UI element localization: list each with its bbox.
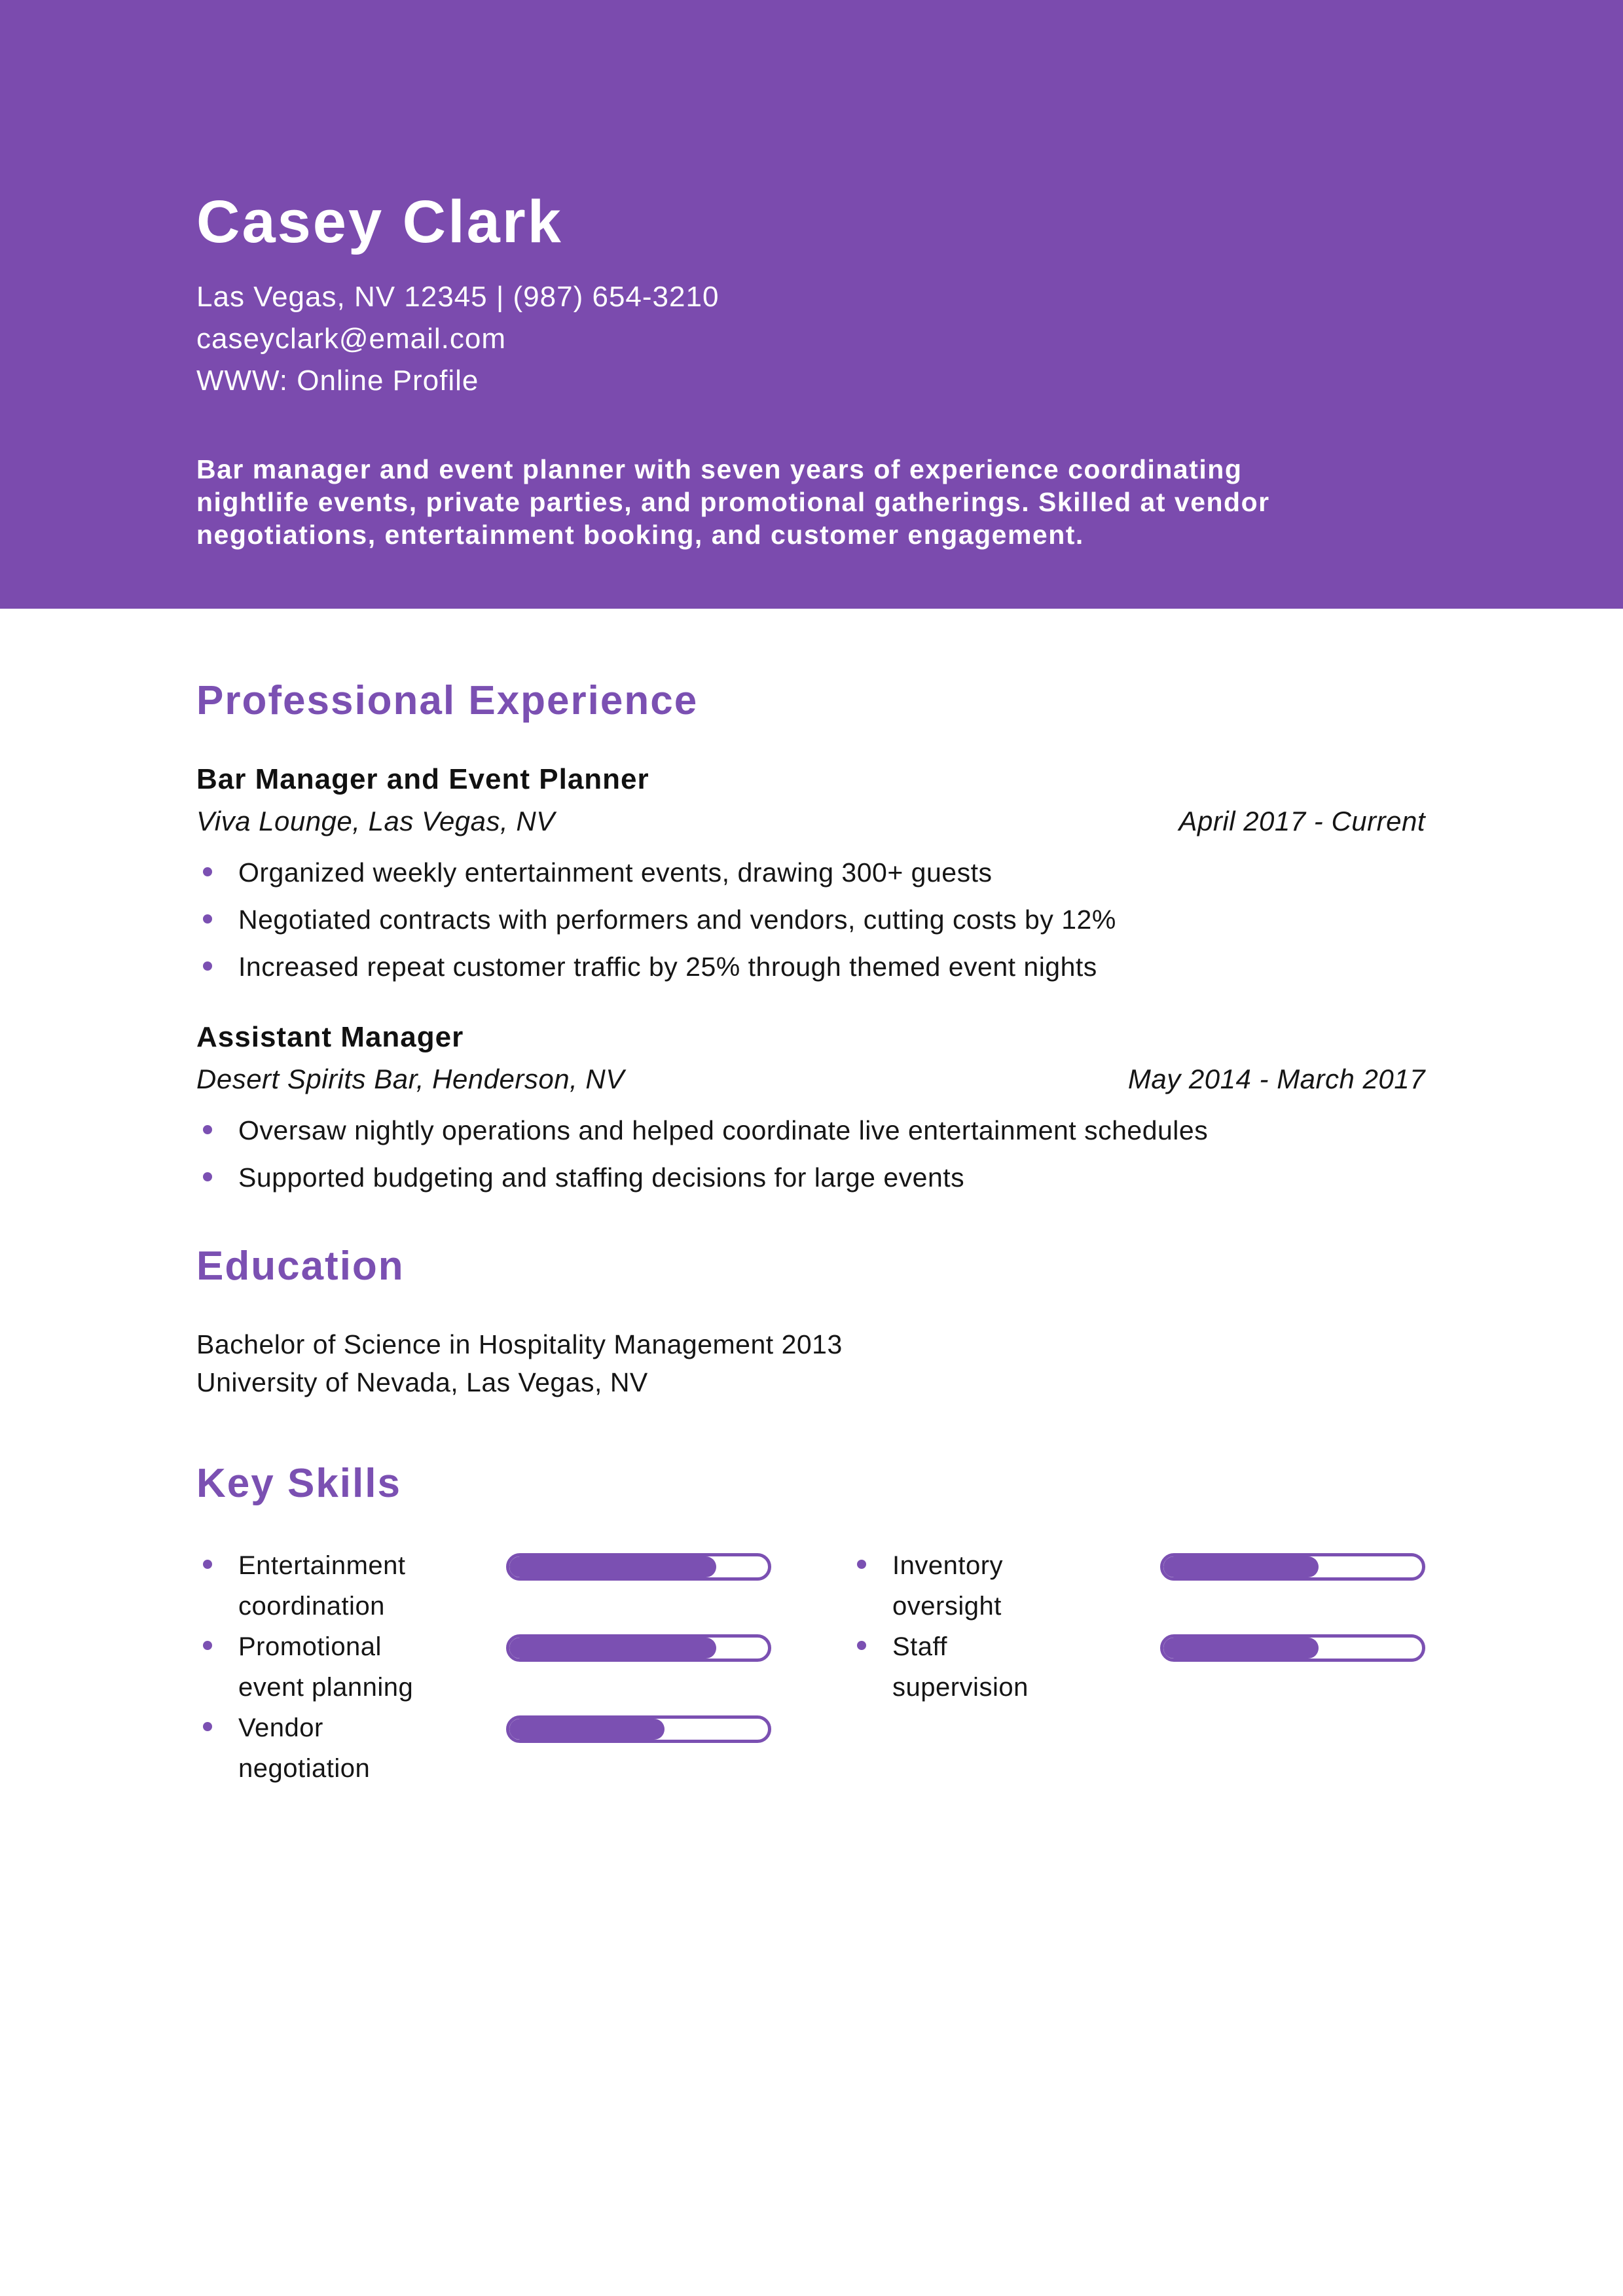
job-bullet-list	[196, 1115, 1425, 1193]
job-role: Assistant Manager	[196, 1021, 464, 1053]
resume-header	[0, 0, 1623, 609]
section-title-education: Education	[196, 1244, 405, 1289]
bullet-dot-icon	[203, 1125, 212, 1134]
skill-progress-fill	[509, 1719, 665, 1740]
skill-label: Vendor negotiation	[238, 1713, 371, 1783]
job-meta	[196, 804, 1425, 838]
skill-progress-bar	[506, 1715, 771, 1743]
summary-line: nightlife events, private parties, and promotional gatherings. Skilled at vendor	[196, 487, 1270, 517]
bullet-dot-icon	[203, 961, 212, 971]
job-role: Bar Manager and Event Planner	[196, 763, 649, 795]
job-entry	[196, 762, 1425, 982]
bullet-dot-icon	[203, 867, 212, 876]
skill-progress-fill	[1163, 1638, 1319, 1659]
education-degree: Bachelor of Science in Hospitality Management 2013	[196, 1329, 843, 1359]
bullet-dot-icon	[203, 1172, 212, 1181]
skill-progress-fill	[509, 1638, 716, 1659]
candidate-name: Casey Clark	[196, 188, 563, 255]
skill-item	[196, 1626, 771, 1708]
bullet-text: Organized weekly entertainment events, drawing 300+ guests	[238, 857, 993, 888]
skill-progress-fill	[509, 1556, 716, 1577]
bullet-text: Negotiated contracts with performers and vendors, cutting costs by 12%	[238, 905, 1116, 935]
list-item	[196, 904, 1425, 935]
summary-line: negotiations, entertainment booking, and customer engagement.	[196, 520, 1084, 550]
list-item	[196, 951, 1425, 982]
skill-progress-bar	[506, 1553, 771, 1581]
skill-label: Inventory oversight	[892, 1551, 1004, 1621]
skill-label: Staff supervision	[892, 1632, 1029, 1702]
bullet-dot-icon	[203, 1722, 212, 1731]
bullet-dot-icon	[203, 914, 212, 924]
list-item	[196, 1162, 1425, 1193]
bullet-text: Oversaw nightly operations and helped coordinate live entertainment schedules	[238, 1115, 1209, 1145]
skills-grid	[196, 1545, 1425, 1789]
list-item	[196, 857, 1425, 888]
bullet-dot-icon	[203, 1560, 212, 1569]
bullet-dot-icon	[857, 1560, 866, 1569]
skill-item	[196, 1545, 771, 1626]
education-block	[196, 1325, 1425, 1401]
skill-item	[850, 1545, 1425, 1626]
job-dates: May 2014 - March 2017	[1127, 1064, 1425, 1094]
contact-location-phone: Las Vegas, NV 12345 | (987) 654-3210	[196, 281, 720, 313]
contact-block	[196, 276, 1427, 402]
list-item	[196, 1115, 1425, 1146]
education-school: University of Nevada, Las Vegas, NV	[196, 1367, 648, 1397]
job-entry	[196, 1020, 1425, 1193]
job-company: Desert Spirits Bar, Henderson, NV	[196, 1064, 625, 1094]
job-meta	[196, 1062, 1425, 1096]
job-company: Viva Lounge, Las Vegas, NV	[196, 806, 555, 836]
section-title-skills: Key Skills	[196, 1461, 401, 1506]
skill-item	[196, 1708, 771, 1789]
contact-email: caseyclark@email.com	[196, 323, 506, 355]
skill-label: Promotional event planning	[238, 1632, 414, 1702]
job-bullet-list	[196, 857, 1425, 982]
skill-progress-bar	[1160, 1553, 1425, 1581]
contact-website: WWW: Online Profile	[196, 365, 479, 397]
professional-summary	[196, 453, 1414, 551]
skill-progress-bar	[1160, 1634, 1425, 1662]
skill-item	[850, 1626, 1425, 1708]
skill-label: Entertainment coordination	[238, 1551, 406, 1621]
skill-progress-fill	[1163, 1556, 1319, 1577]
bullet-dot-icon	[203, 1641, 212, 1650]
skill-progress-bar	[506, 1634, 771, 1662]
section-title-experience: Professional Experience	[196, 678, 699, 723]
job-dates: April 2017 - Current	[1178, 806, 1425, 836]
resume-body	[0, 677, 1623, 1789]
bullet-dot-icon	[857, 1641, 866, 1650]
summary-line: Bar manager and event planner with seven years of experience coordinating	[196, 454, 1243, 484]
bullet-text: Increased repeat customer traffic by 25% through themed event nights	[238, 952, 1097, 982]
bullet-text: Supported budgeting and staffing decisions for large events	[238, 1162, 965, 1193]
